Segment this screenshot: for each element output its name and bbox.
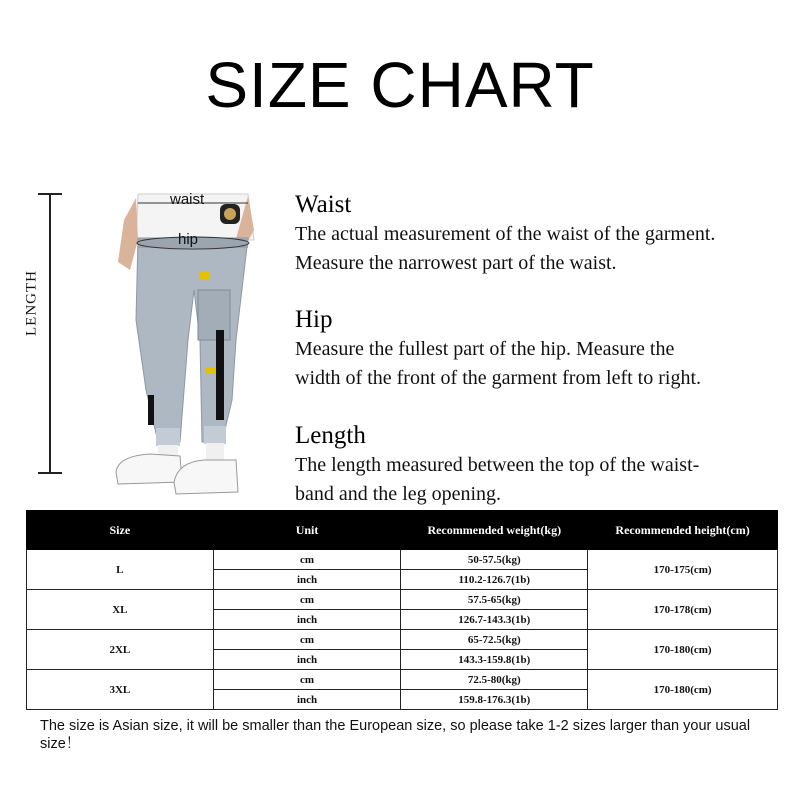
- hip-description: [295, 305, 701, 393]
- waist-heading: Waist: [295, 191, 352, 218]
- weight-cell: 110.2-126.7(1b): [401, 570, 588, 590]
- table-row: [27, 550, 778, 570]
- height-cell: 170-180(cm): [588, 630, 778, 670]
- waist-label: waist: [170, 191, 205, 208]
- length-line-2: band and the leg opening.: [295, 483, 502, 505]
- ruler-line: [49, 193, 51, 474]
- page-title: SIZE CHART: [205, 49, 595, 121]
- unit-cell: inch: [213, 610, 401, 630]
- weight-cell: 72.5-80(kg): [401, 670, 588, 690]
- size-cell: XL: [27, 590, 214, 630]
- length-ruler: [38, 193, 62, 474]
- hip-heading: Hip: [295, 306, 333, 333]
- length-line-1: The length measured between the top of the waist-: [295, 454, 700, 476]
- unit-cell: cm: [213, 550, 401, 570]
- length-ruler-label: LENGTH: [23, 270, 40, 336]
- table-header-row: [27, 511, 778, 550]
- height-cell: 170-175(cm): [588, 550, 778, 590]
- weight-cell: 57.5-65(kg): [401, 590, 588, 610]
- unit-cell: cm: [213, 670, 401, 690]
- waist-description: [295, 190, 715, 278]
- size-cell: L: [27, 550, 214, 590]
- header-unit: Unit: [213, 511, 401, 550]
- weight-cell: 143.3-159.8(1b): [401, 650, 588, 670]
- height-cell: 170-180(cm): [588, 670, 778, 710]
- ruler-bottom-cap: [38, 472, 62, 474]
- weight-cell: 65-72.5(kg): [401, 630, 588, 650]
- hip-line-2: width of the front of the garment from left to right.: [295, 367, 702, 389]
- header-weight: Recommended weight(kg): [401, 511, 588, 550]
- size-cell: 3XL: [27, 670, 214, 710]
- product-figure: [108, 190, 268, 500]
- weight-cell: 50-57.5(kg): [401, 550, 588, 570]
- hip-label: hip: [178, 231, 199, 248]
- header-size: Size: [27, 511, 214, 550]
- weight-cell: 126.7-143.3(1b): [401, 610, 588, 630]
- length-description: [295, 421, 699, 509]
- unit-cell: inch: [213, 570, 401, 590]
- table-row: [27, 630, 778, 650]
- table-row: [27, 590, 778, 610]
- unit-cell: inch: [213, 650, 401, 670]
- length-heading: Length: [295, 422, 366, 449]
- unit-cell: inch: [213, 690, 401, 710]
- size-note: The size is Asian size, it will be smaller than the European size, so please take 1-2 sizes larger than your usual size！: [40, 718, 751, 752]
- size-cell: 2XL: [27, 630, 214, 670]
- height-cell: 170-178(cm): [588, 590, 778, 630]
- table-row: [27, 670, 778, 690]
- hip-line-1: Measure the fullest part of the hip. Measure the: [295, 338, 675, 360]
- unit-cell: cm: [213, 590, 401, 610]
- header-height: Recommended height(cm): [588, 511, 778, 550]
- unit-cell: cm: [213, 630, 401, 650]
- waist-line-1: The actual measurement of the waist of the garment.: [295, 223, 716, 245]
- weight-cell: 159.8-176.3(1b): [401, 690, 588, 710]
- size-table: [26, 510, 778, 710]
- waist-line-2: Measure the narrowest part of the waist.: [295, 252, 617, 274]
